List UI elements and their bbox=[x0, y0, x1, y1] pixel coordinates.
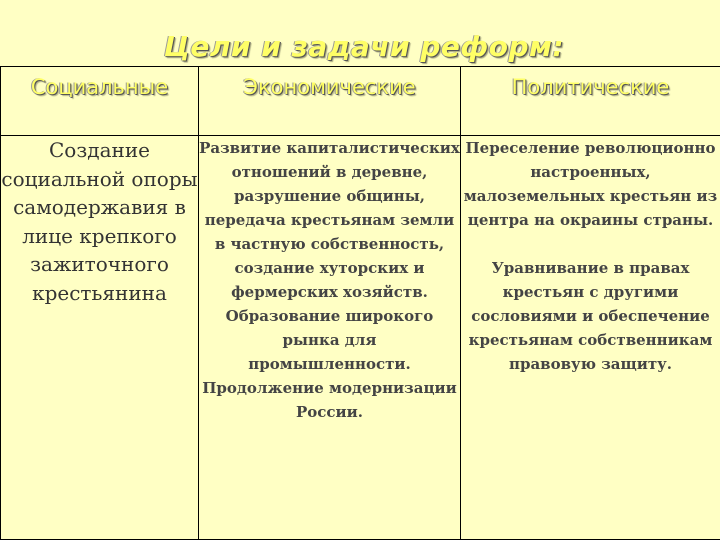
cell-political bbox=[461, 136, 720, 540]
reform-goals-table bbox=[0, 66, 720, 540]
header-political: Политические bbox=[461, 67, 720, 136]
social-goal-text: Создание социальной опоры самодержавия в лице крепкого зажиточного крестьянина bbox=[1, 138, 198, 305]
political-goal-resettlement: Переселение революционно настроенных, малоземельных крестьян из центра на окраины страны. bbox=[463, 139, 718, 229]
economic-goal-text: Развитие капиталистических отношений в деревне, разрушение общины, передача крестьянам земли в частную собственность, создание хуторских и фермерских хозяйств. Образование широкого рынка для промышленности. Продолжение модернизации России. bbox=[199, 139, 460, 421]
header-economic: Экономические bbox=[199, 67, 461, 136]
header-social: Социальные bbox=[1, 67, 199, 136]
slide-title: Цели и задачи реформ: bbox=[163, 30, 565, 63]
political-goal-equal-rights: Уравнивание в правах крестьян с другими сословиями и обеспечение крестьянам собственникам правовую защиту. bbox=[468, 259, 713, 373]
cell-social bbox=[1, 136, 199, 540]
header-row bbox=[1, 67, 720, 136]
cell-economic bbox=[199, 136, 461, 540]
content-row bbox=[1, 136, 720, 540]
